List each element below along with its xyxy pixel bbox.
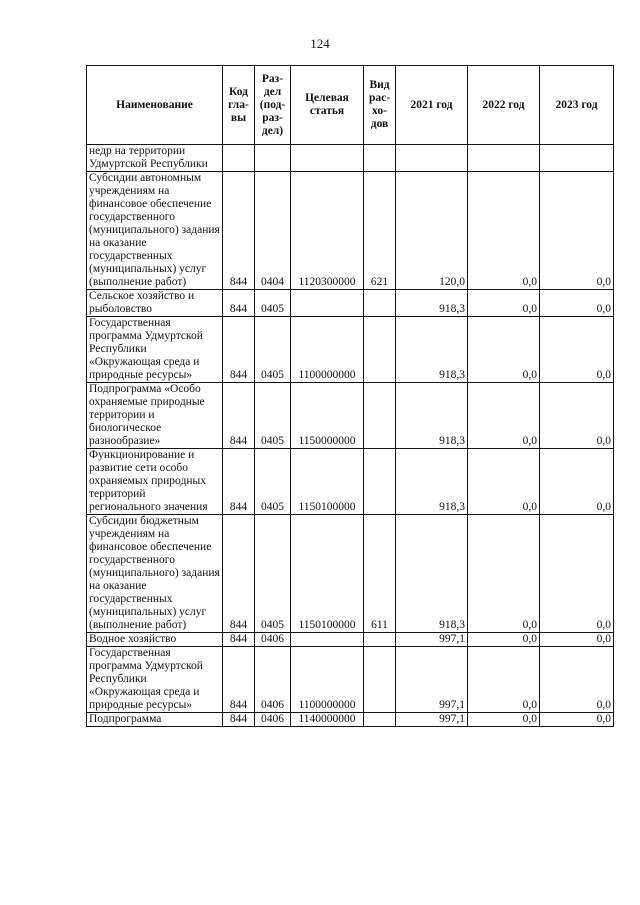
cell-kod: 844 bbox=[223, 647, 255, 713]
cell-kod: 844 bbox=[223, 290, 255, 317]
cell-tselevaya bbox=[291, 145, 364, 172]
cell-2021: 997,1 bbox=[396, 633, 468, 647]
cell-2023: 0,0 bbox=[540, 172, 614, 290]
cell-vid: 621 bbox=[364, 172, 396, 290]
cell-razdel: 0405 bbox=[255, 383, 291, 449]
cell-vid bbox=[364, 449, 396, 515]
cell-2022: 0,0 bbox=[468, 317, 540, 383]
table-row bbox=[87, 515, 614, 633]
cell-tselevaya: 1150000000 bbox=[291, 383, 364, 449]
table-row bbox=[87, 449, 614, 515]
cell-2021: 918,3 bbox=[396, 383, 468, 449]
cell-tselevaya: 1150100000 bbox=[291, 515, 364, 633]
cell-vid bbox=[364, 145, 396, 172]
cell-2022: 0,0 bbox=[468, 515, 540, 633]
header-tselevaya-statya: Целевая статья bbox=[291, 66, 364, 145]
cell-vid: 611 bbox=[364, 515, 396, 633]
cell-2023: 0,0 bbox=[540, 647, 614, 713]
cell-razdel: 0404 bbox=[255, 172, 291, 290]
page-number: 124 bbox=[310, 36, 330, 51]
cell-name: недр на территории Удмуртской Республики bbox=[87, 145, 223, 172]
cell-kod: 844 bbox=[223, 449, 255, 515]
table-row bbox=[87, 317, 614, 383]
cell-name: Субсидии бюджетным учреждениям на финансовое обеспечение государственного (муниципального) задания на оказание государственных (муниципальных) услуг (выполнение работ) bbox=[87, 515, 223, 633]
header-kod-glavy: Код гла- вы bbox=[223, 66, 255, 145]
cell-name: Подпрограмма bbox=[87, 713, 223, 727]
table-row bbox=[87, 172, 614, 290]
cell-vid bbox=[364, 633, 396, 647]
cell-2023: 0,0 bbox=[540, 383, 614, 449]
cell-2021: 918,3 bbox=[396, 290, 468, 317]
cell-tselevaya: 1120300000 bbox=[291, 172, 364, 290]
cell-tselevaya: 1100000000 bbox=[291, 647, 364, 713]
cell-name: Субсидии автономным учреждениям на финансовое обеспечение государственного (муниципального) задания на оказание государственных (муниципальных) услуг (выполнение работ) bbox=[87, 172, 223, 290]
cell-2021: 997,1 bbox=[396, 713, 468, 727]
cell-kod: 844 bbox=[223, 633, 255, 647]
cell-name: Государственная программа Удмуртской Республики «Окружающая среда и природные ресурсы» bbox=[87, 317, 223, 383]
cell-razdel: 0405 bbox=[255, 317, 291, 383]
cell-name: Водное хозяйство bbox=[87, 633, 223, 647]
cell-name: Подпрограмма «Особо охраняемые природные территории и биологическое разнообразие» bbox=[87, 383, 223, 449]
cell-2022: 0,0 bbox=[468, 449, 540, 515]
cell-razdel: 0405 bbox=[255, 515, 291, 633]
cell-razdel: 0405 bbox=[255, 449, 291, 515]
cell-tselevaya bbox=[291, 290, 364, 317]
header-2021: 2021 год bbox=[396, 66, 468, 145]
cell-name: Функционирование и развитие сети особо охраняемых природных территорий регионального значения bbox=[87, 449, 223, 515]
cell-razdel: 0405 bbox=[255, 290, 291, 317]
cell-vid bbox=[364, 317, 396, 383]
cell-2022: 0,0 bbox=[468, 383, 540, 449]
cell-tselevaya: 1140000000 bbox=[291, 713, 364, 727]
cell-2023: 0,0 bbox=[540, 317, 614, 383]
cell-razdel: 0406 bbox=[255, 633, 291, 647]
cell-2023: 0,0 bbox=[540, 449, 614, 515]
cell-vid bbox=[364, 290, 396, 317]
cell-tselevaya: 1150100000 bbox=[291, 449, 364, 515]
header-vid-raskhodov: Вид рас- хо- дов bbox=[364, 66, 396, 145]
cell-kod: 844 bbox=[223, 317, 255, 383]
header-row bbox=[87, 66, 614, 145]
cell-kod: 844 bbox=[223, 383, 255, 449]
cell-2022 bbox=[468, 145, 540, 172]
cell-kod bbox=[223, 145, 255, 172]
cell-2022: 0,0 bbox=[468, 647, 540, 713]
cell-2022: 0,0 bbox=[468, 290, 540, 317]
table-row bbox=[87, 713, 614, 727]
header-razdel: Раз- дел (под- раз- дел) bbox=[255, 66, 291, 145]
table-row bbox=[87, 383, 614, 449]
cell-2023: 0,0 bbox=[540, 713, 614, 727]
cell-vid bbox=[364, 647, 396, 713]
table-row bbox=[87, 145, 614, 172]
header-2022: 2022 год bbox=[468, 66, 540, 145]
cell-name: Государственная программа Удмуртской Республики «Окружающая среда и природные ресурсы» bbox=[87, 647, 223, 713]
cell-2022: 0,0 bbox=[468, 172, 540, 290]
cell-2021: 918,3 bbox=[396, 449, 468, 515]
cell-2022: 0,0 bbox=[468, 633, 540, 647]
budget-table bbox=[86, 65, 614, 727]
cell-2022: 0,0 bbox=[468, 713, 540, 727]
cell-razdel: 0406 bbox=[255, 713, 291, 727]
cell-kod: 844 bbox=[223, 713, 255, 727]
header-2023: 2023 год bbox=[540, 66, 614, 145]
cell-2021 bbox=[396, 145, 468, 172]
cell-kod: 844 bbox=[223, 172, 255, 290]
cell-2023: 0,0 bbox=[540, 633, 614, 647]
cell-2023: 0,0 bbox=[540, 290, 614, 317]
table-row bbox=[87, 633, 614, 647]
header-name: Наименование bbox=[87, 66, 223, 145]
cell-razdel: 0406 bbox=[255, 647, 291, 713]
cell-razdel bbox=[255, 145, 291, 172]
cell-2021: 918,3 bbox=[396, 317, 468, 383]
cell-vid bbox=[364, 713, 396, 727]
cell-vid bbox=[364, 383, 396, 449]
cell-kod: 844 bbox=[223, 515, 255, 633]
cell-name: Сельское хозяйство и рыболовство bbox=[87, 290, 223, 317]
table-row bbox=[87, 290, 614, 317]
table-row bbox=[87, 647, 614, 713]
cell-2021: 918,3 bbox=[396, 515, 468, 633]
cell-2023: 0,0 bbox=[540, 515, 614, 633]
cell-2023 bbox=[540, 145, 614, 172]
cell-tselevaya bbox=[291, 633, 364, 647]
cell-2021: 997,1 bbox=[396, 647, 468, 713]
cell-tselevaya: 1100000000 bbox=[291, 317, 364, 383]
cell-2021: 120,0 bbox=[396, 172, 468, 290]
